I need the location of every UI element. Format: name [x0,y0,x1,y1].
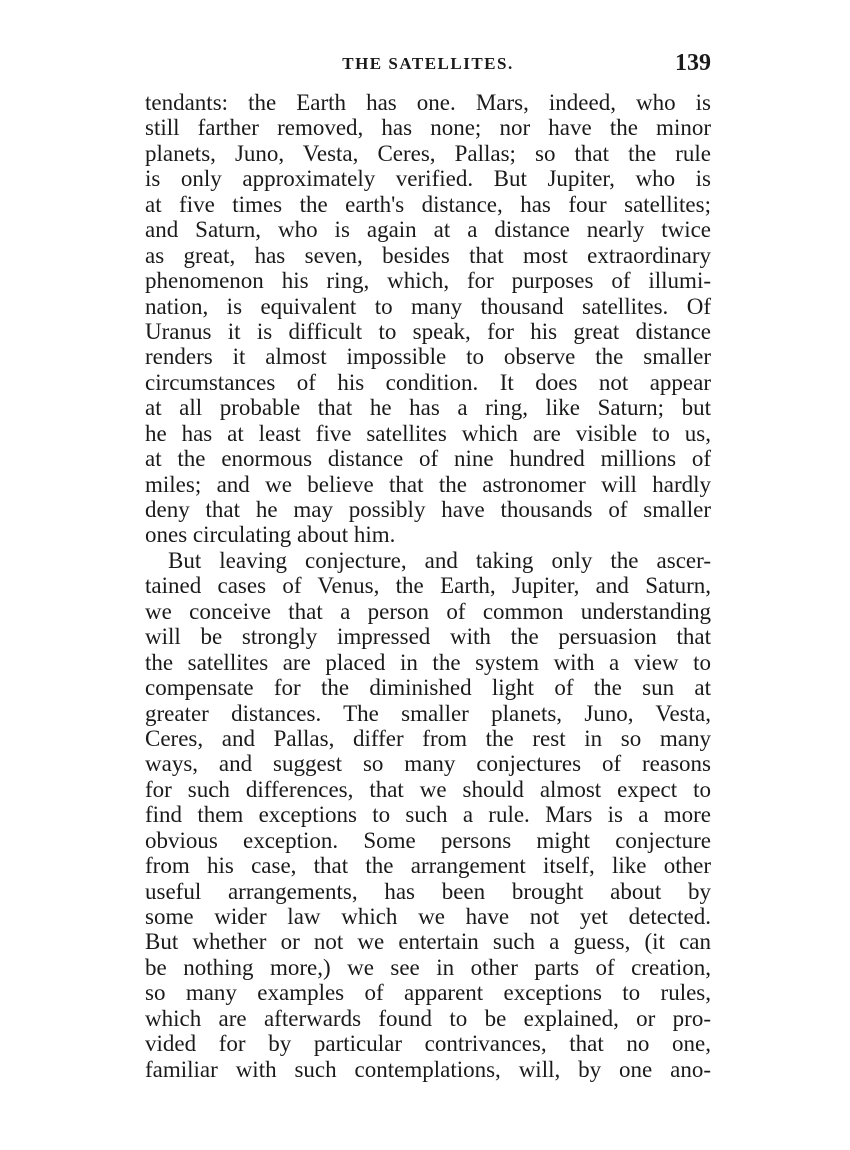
text-line: planets, Juno, Vesta, Ceres, Pallas; so that the rule [145,140,711,166]
text-line: which are afterwards found to be explained, or pro- [145,1005,711,1031]
text-line: Uranus it is difficult to speak, for his great distance [145,318,711,344]
text-line: from his case, that the arrangement itself, like other [145,853,711,879]
page-number: 139 [675,50,711,76]
text-line: we conceive that a person of common understanding [145,598,711,624]
text-line: renders it almost impossible to observe the smaller [145,344,711,370]
text-line: be nothing more,) we see in other parts of creation, [145,954,711,980]
text-line: greater distances. The smaller planets, Juno, Vesta, [145,700,711,726]
text-line: for such differences, that we should almost expect to [145,776,711,802]
text-line: find them exceptions to such a rule. Mars is a more [145,802,711,828]
text-line: Ceres, and Pallas, differ from the rest in so many [145,725,711,751]
text-line: ones circulating about him. [145,522,396,548]
text-line: obvious exception. Some persons might conjecture [145,827,711,853]
text-line: miles; and we believe that the astronomer will hardly [145,471,711,497]
text-line: at the enormous distance of nine hundred millions of [145,446,711,472]
text-line: tendants: the Earth has one. Mars, indeed, who is [145,90,711,115]
text-line: tained cases of Venus, the Earth, Jupiter, and Saturn, [145,573,711,599]
running-head [145,50,711,80]
text-line: is only approximately verified. But Jupiter, who is [145,166,711,192]
text-line: the satellites are placed in the system with a view to [145,649,711,675]
text-line: But whether or not we entertain such a guess, (it can [145,929,711,955]
text-line: deny that he may possibly have thousands of smaller [145,497,711,522]
text-line: useful arrangements, has been brought about by [145,878,711,904]
text-line: at five times the earth's distance, has four satellites; [145,191,711,217]
text-line: and Saturn, who is again at a distance nearly twice [145,217,711,243]
text-line: will be strongly impressed with the persuasion that [145,624,711,650]
text-line: vided for by particular contrivances, that no one, [145,1031,711,1057]
body-text [145,90,711,1082]
text-line: compensate for the diminished light of the sun at [145,675,711,701]
running-title: THE SATELLITES. [342,54,514,73]
text-line: he has at least five satellites which are visible to us, [145,420,711,446]
text-line: phenomenon his ring, which, for purposes of illumi- [145,268,711,294]
text-line: at all probable that he has a ring, like Saturn; but [145,395,711,421]
text-line: But leaving conjecture, and taking only the ascer- [168,547,711,573]
text-line: familiar with such contemplations, will, by one ano- [145,1056,711,1082]
text-line: ways, and suggest so many conjectures of reasons [145,751,711,777]
text-line: some wider law which we have not yet detected. [145,904,711,929]
text-line: circumstances of his condition. It does not appear [145,369,711,395]
text-line: as great, has seven, besides that most extraordinary [145,242,711,268]
text-line: so many examples of apparent exceptions to rules, [145,980,711,1006]
text-line: nation, is equivalent to many thousand satellites. Of [145,293,711,319]
text-line: still farther removed, has none; nor have the minor [145,115,711,141]
